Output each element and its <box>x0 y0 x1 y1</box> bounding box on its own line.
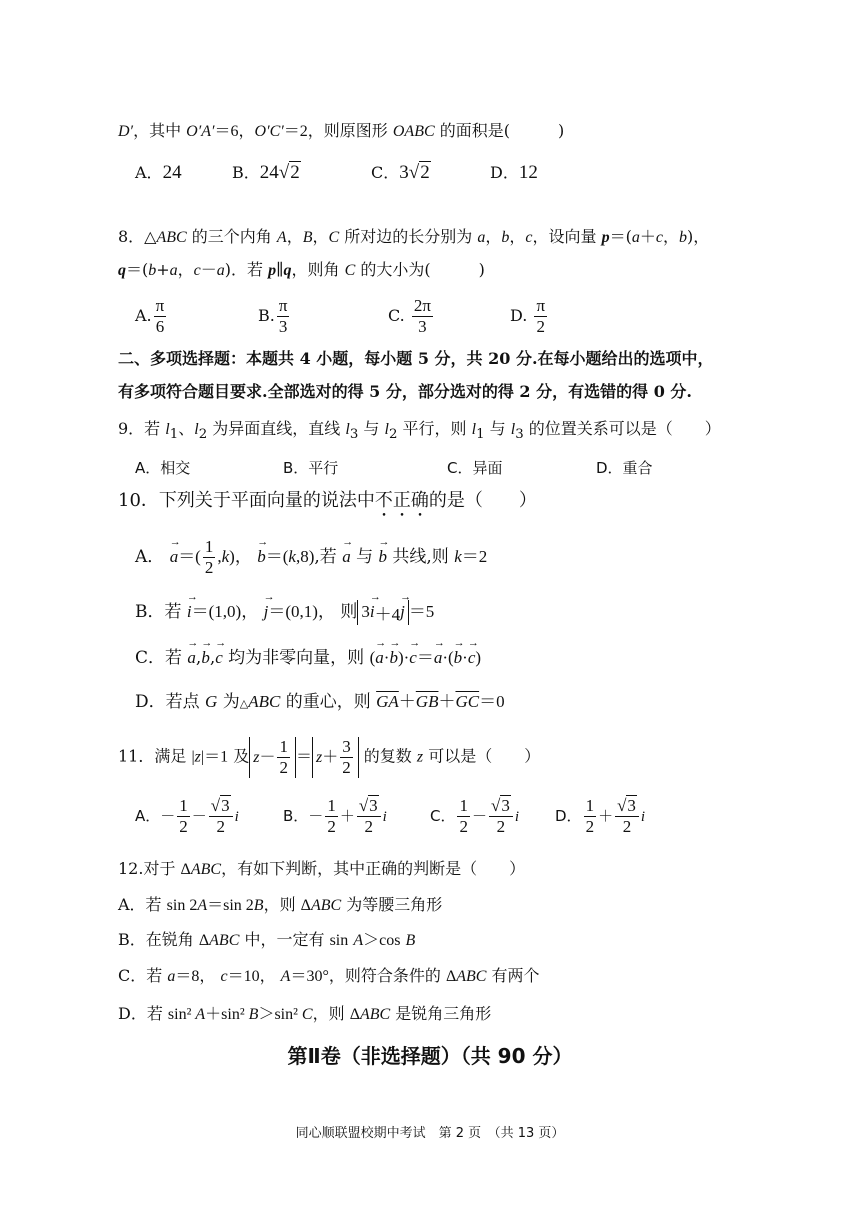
q10-option-d: D．若点 G 为△ABC 的重心，则 $\overline{GA}+\overline{GB}+\overline{GC}=0$ <box>135 692 505 712</box>
q8-option-a: A. $\frac{\pi}{6}$ <box>135 296 165 336</box>
q12-option-a: A．若 sin 2A＝sin 2B，则 ΔABC 为等腰三角形 <box>118 895 443 914</box>
q8-option-c: C. $\frac{2\pi}{3}$ <box>388 296 431 336</box>
q9-stem: 9．若 $l_1$、$l_2$ 为异面直线，直线 $l_3$ 与 $l_2$ 平行，则 $l_1$ 与 $l_3$ 的位置关系可以是（ ） <box>118 419 721 443</box>
q10-stem: 10．下列关于平面向量的说法中不正确的是（ ） <box>118 490 537 511</box>
q11-option-d: D． $\frac{1}{2}$ ＋ $\frac{√3}{2}$ i <box>555 796 646 836</box>
q10-option-a: A． → a＝( $\frac{1}{2}$ ,k)， → b＝(k,8),若 → a 与 → b 共线,则 k＝2 <box>135 537 487 578</box>
page-footer: 同心顺联盟校期中考试 第 2 页 （共 13 页） <box>295 1126 565 1141</box>
q7-option-c: C．3√2 <box>371 162 430 183</box>
q7-tail: D′，其中 O′A′＝6，O′C′＝2，则原图形 OABC 的面积是( ) <box>118 121 565 140</box>
q8-option-d: D. $\frac{\pi}{2}$ <box>510 296 546 336</box>
q10-option-c: C．若 → a,→ b,→ c 均为非零向量，则 (→ a·→ b)·→ c＝→ a·(→ b·→ c) <box>135 643 481 668</box>
q9-option-d: D．重合 <box>596 459 653 477</box>
q7-option-a: A．24 <box>135 162 182 183</box>
q8-option-b: B. $\frac{\pi}{3}$ <box>258 296 288 336</box>
q11-stem: 11．满足 |z|＝1 及 z － $\frac{1}{2}$ ＝ z ＋ $\frac{3}{2}$ 的复数 z 可以是（ ） <box>118 737 541 777</box>
q9-option-a: A．相交 <box>135 459 191 477</box>
part2-heading: 第Ⅱ卷（非选择题）（共 90 分） <box>287 1044 573 1068</box>
q12-option-c: C．若 a＝8， c＝10， A＝30°，则符合条件的 ΔABC 有两个 <box>118 966 540 985</box>
q12-option-d: D．若 sin² A＋sin² B＞sin² C，则 ΔABC 是锐角三角形 <box>118 1004 492 1023</box>
q10-option-b: B．若 → i＝(1,0)， → j＝(0,1)， 则 3 → i ＋4 → j ＝5 <box>135 597 434 625</box>
q9-option-c: C．异面 <box>447 459 503 477</box>
q11-option-c: C． $\frac{1}{2}$ － $\frac{√3}{2}$ i <box>430 796 520 836</box>
section2-line1: 二、多项选择题：本题共 4 小题，每小题 5 分，共 20 分.在每小题给出的选项中， <box>118 349 714 368</box>
q12-option-b: B．在锐角 ΔABC 中，一定有 sin A＞cos B <box>118 930 416 949</box>
q11-option-b: B．－ $\frac{1}{2}$ ＋ $\frac{√3}{2}$ i <box>283 796 387 836</box>
emphasis-not-correct: 不正确 <box>374 490 429 511</box>
q7-option-d: D．12 <box>490 162 538 183</box>
section2-line2: 有多项符合题目要求.全部选对的得 5 分，部分选对的得 2 分，有选错的得 0 分. <box>118 382 692 401</box>
q8-line1: 8．△ABC 的三个内角 A，B，C 所对边的长分别为 a，b，c，设向量 p＝(a＋c，b)， <box>118 227 710 246</box>
q11-option-a: A．－ $\frac{1}{2}$ － $\frac{√3}{2}$ i <box>135 796 239 836</box>
q7-option-b: B．24√2 <box>232 162 300 183</box>
q9-option-b: B．平行 <box>283 459 339 477</box>
q8-line2: q＝(b+a，c－a)．若 p∥q，则角 C 的大小为( ) <box>118 260 485 279</box>
q12-stem: 12.对于 ΔABC，有如下判断，其中正确的判断是（ ） <box>118 859 526 878</box>
